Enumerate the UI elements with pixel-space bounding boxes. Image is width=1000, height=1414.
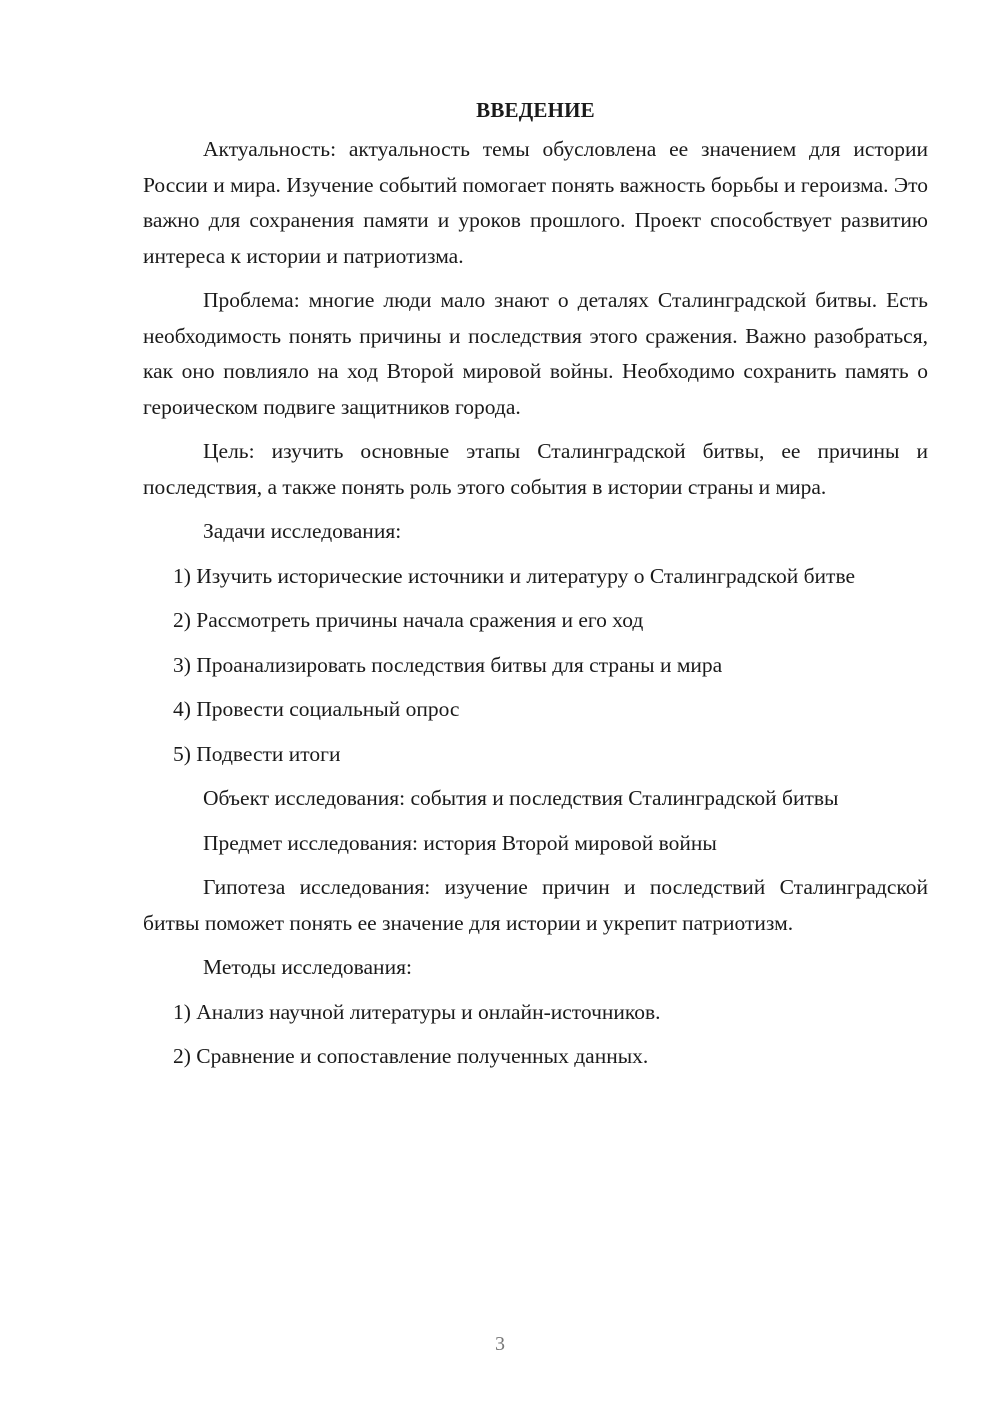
page-number: 3 [495, 1333, 505, 1355]
object-paragraph: Объект исследования: события и последствия Сталинградской битвы [203, 786, 839, 810]
goal-paragraph: Цель: изучить основные этапы Сталинградской битвы, ее причины и последствия, а также понять роль этого события в истории страны и мира. [143, 439, 928, 499]
task-item-3: 3) Проанализировать последствия битвы для страны и мира [173, 652, 723, 677]
problem-paragraph: Проблема: многие люди мало знают о деталях Сталинградской битвы. Есть необходимость понять причины и последствия этого сражения. Важно разобраться, как оно повлияло на ход Второй мировой войны. Необходимо сохранить память о героическом подвиге защитников города. [143, 288, 928, 419]
task-item-2: 2) Рассмотреть причины начала сражения и его ход [173, 608, 644, 632]
task-item-4: 4) Провести социальный опрос [173, 697, 460, 721]
methods-heading: Методы исследования: [203, 955, 412, 979]
task-item-5: 5) Подвести итоги [173, 741, 341, 766]
document-page [143, 92, 928, 1075]
hypothesis-paragraph: Гипотеза исследования: изучение причин и последствий Сталинградской битвы поможет понять ее значение для истории и укрепит патриотизм. [143, 875, 928, 935]
relevance-paragraph: Актуальность: актуальность темы обусловлена ее значением для истории России и мира. Изучение событий помогает понять важность борьбы и героизма. Это важно для сохранения памяти и уроков прошлого. Проект способствует развитию интереса к истории и патриотизма. [143, 137, 928, 268]
method-item-2: 2) Сравнение и сопоставление полученных данных. [173, 1044, 649, 1068]
subject-paragraph: Предмет исследования: история Второй мировой войны [203, 830, 717, 855]
section-title: ВВЕДЕНИЕ [476, 98, 595, 122]
tasks-heading: Задачи исследования: [203, 519, 402, 543]
method-item-1: 1) Анализ научной литературы и онлайн-источников. [173, 999, 661, 1024]
task-item-1: 1) Изучить исторические источники и литературу о Сталинградской битве [173, 563, 856, 588]
